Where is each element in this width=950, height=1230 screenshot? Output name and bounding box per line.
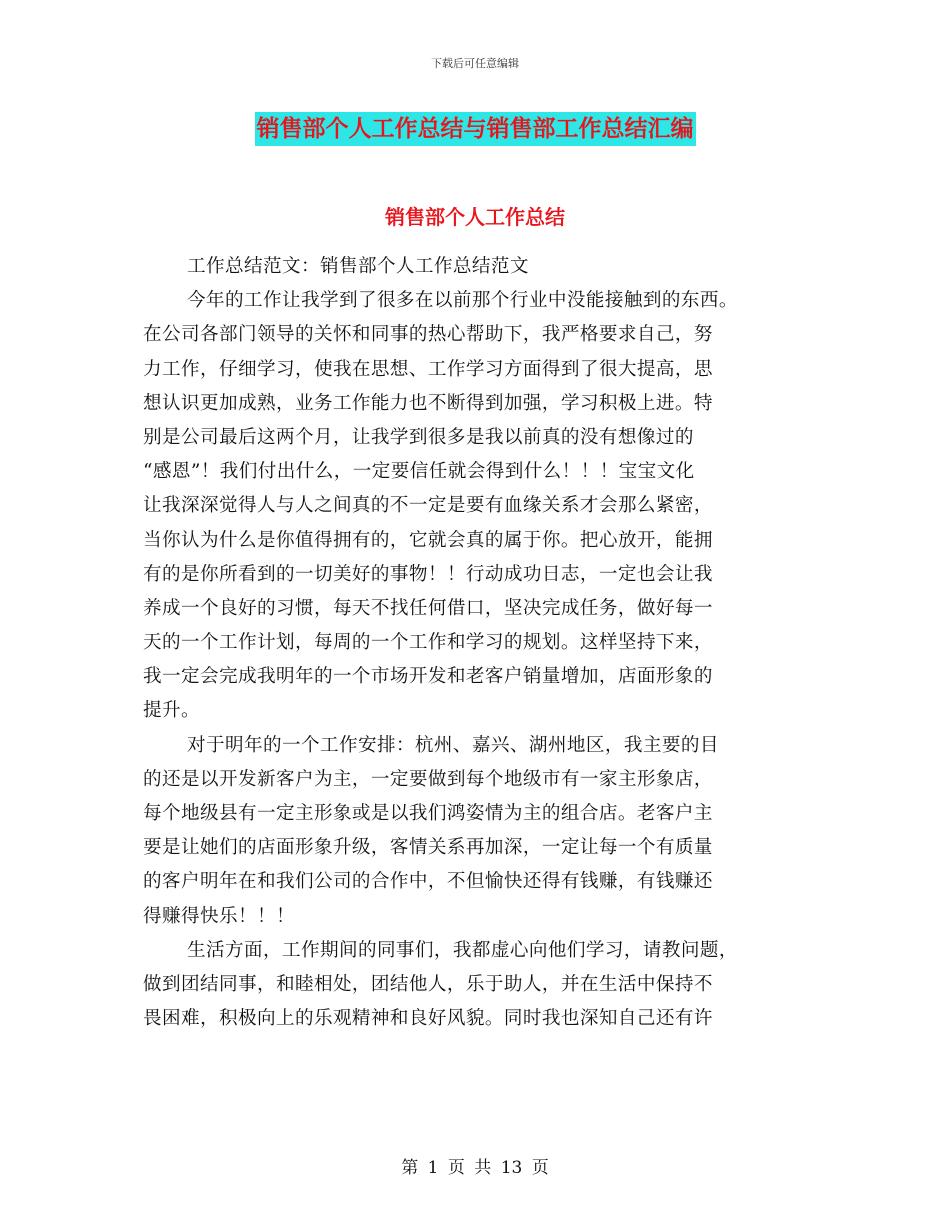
body-line: 当你认为什么是你值得拥有的，它就会真的属于你。把心放开，能拥 xyxy=(143,529,713,551)
body-line: 的客户明年在和我们公司的合作中，不但愉快还得有钱赚，有钱赚还 xyxy=(143,871,713,893)
body-line: 我一定会完成我明年的一个市场开发和老客户销量增加，店面形象的 xyxy=(143,666,713,688)
body-line: 的还是以开发新客户为主，一定要做到每个地级市有一家主形象店， xyxy=(143,768,713,790)
body-line: 在公司各部门领导的关怀和同事的热心帮助下，我严格要求自己，努 xyxy=(143,324,713,346)
body-line: 工作总结范文：销售部个人工作总结范文 xyxy=(187,256,529,277)
body-line: 对于明年的一个工作安排：杭州、嘉兴、湖州地区，我主要的目 xyxy=(187,734,719,756)
body-line: 天的一个工作计划，每周的一个工作和学习的规划。这样坚持下来， xyxy=(143,632,713,654)
body-line: 有的是你所看到的一切美好的事物！！行动成功日志，一定也会让我 xyxy=(143,563,713,585)
main-title: 销售部个人工作总结与销售部工作总结汇编 xyxy=(255,112,696,146)
body-line: 让我深深觉得人与人之间真的不一定是要有血缘关系才会那么紧密， xyxy=(143,495,713,517)
body-line: 要是让她们的店面形象升级，客情关系再加深，一定让每一个有质量 xyxy=(143,837,713,859)
body-line: 生活方面，工作期间的同事们，我都虚心向他们学习，请教问题， xyxy=(187,939,738,961)
body-line: 每个地级县有一定主形象或是以我们鸿姿情为主的组合店。老客户主 xyxy=(143,803,713,824)
body-line: “感恩”！我们付出什么，一定要信任就会得到什么！！！宝宝文化 xyxy=(143,461,695,483)
header-note: 下载后可任意编辑 xyxy=(431,57,519,70)
document-body xyxy=(143,250,809,1036)
body-line: 今年的工作让我学到了很多在以前那个行业中没能接触到的东西。 xyxy=(187,290,738,312)
body-line: 做到团结同事，和睦相处，团结他人，乐于助人，并在生活中保持不 xyxy=(143,973,713,995)
section-title: 销售部个人工作总结 xyxy=(385,205,565,229)
body-line: 别是公司最后这两个月，让我学到很多是我以前真的没有想像过的 xyxy=(143,426,694,448)
body-line: 畏困难，积极向上的乐观精神和良好风貌。同时我也深知自己还有许 xyxy=(143,1008,713,1030)
body-line: 想认识更加成熟，业务工作能力也不断得到加强，学习积极上进。特 xyxy=(143,392,713,414)
main-title-container xyxy=(0,112,950,146)
body-line: 力工作，仔细学习，使我在思想、工作学习方面得到了很大提高，思 xyxy=(143,358,713,380)
body-line: 养成一个良好的习惯，每天不找任何借口，坚决完成任务，做好每一 xyxy=(143,597,713,619)
page-number-footer: 第 1 页 共 13 页 xyxy=(401,1158,549,1178)
body-line: 得赚得快乐！！！ xyxy=(143,905,295,927)
body-line: 提升。 xyxy=(143,700,200,722)
